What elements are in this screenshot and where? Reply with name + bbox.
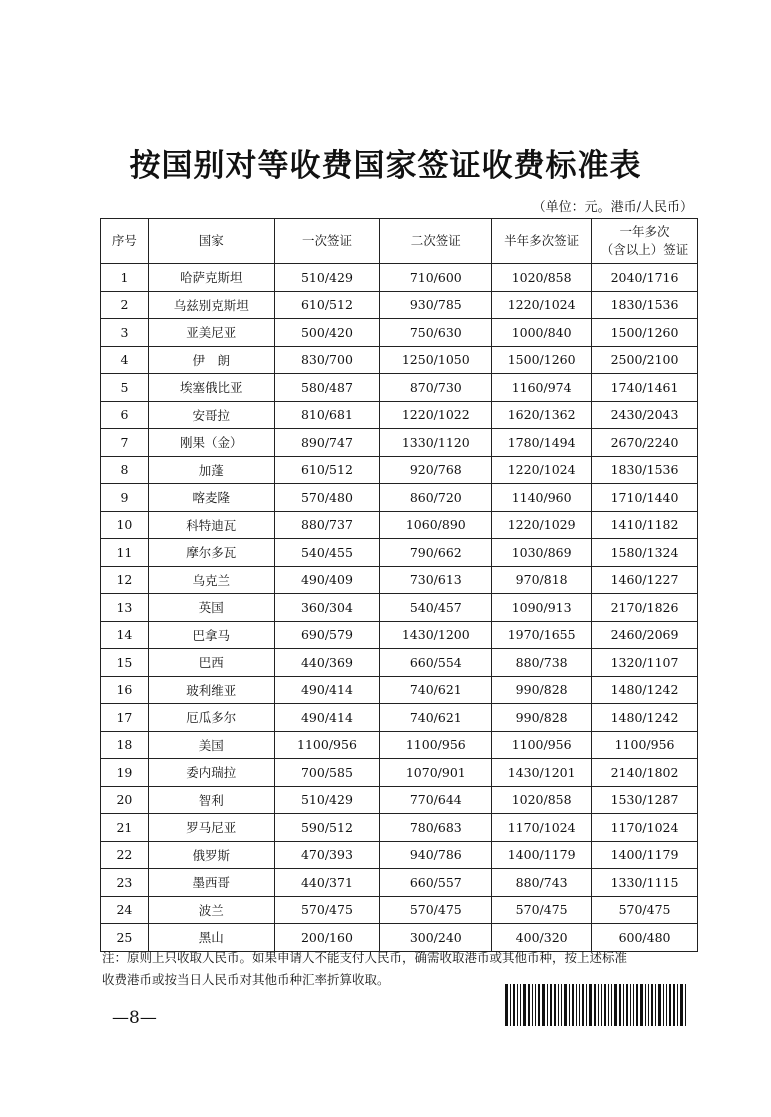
barcode-bar <box>564 984 567 1026</box>
unit-note: （单位：元。港币/人民币） <box>532 200 693 215</box>
cell-half-year-multiple: 400/320 <box>492 924 592 952</box>
table-row <box>101 264 698 292</box>
barcode-image <box>505 984 690 1026</box>
cell-single-entry: 440/371 <box>274 869 380 897</box>
cell-double-entry: 1220/1022 <box>380 401 492 429</box>
cell-no: 21 <box>101 814 149 842</box>
barcode-bar <box>586 984 587 1026</box>
cell-one-year-multiple: 1320/1107 <box>592 649 698 677</box>
cell-half-year-multiple: 1220/1024 <box>492 291 592 319</box>
cell-single-entry: 810/681 <box>274 401 380 429</box>
header-half-year-multiple: 半年多次签证 <box>492 219 592 264</box>
table-row <box>101 374 698 402</box>
cell-country: 安哥拉 <box>148 401 274 429</box>
cell-one-year-multiple: 1710/1440 <box>592 484 698 512</box>
barcode-bar <box>626 984 628 1026</box>
barcode-bar <box>608 984 609 1026</box>
cell-no: 1 <box>101 264 149 292</box>
cell-no: 3 <box>101 319 149 347</box>
cell-half-year-multiple: 1500/1260 <box>492 346 592 374</box>
table-header-row <box>101 219 698 264</box>
barcode-bar <box>651 984 653 1026</box>
cell-no: 24 <box>101 896 149 924</box>
barcode-bar <box>604 984 606 1026</box>
cell-one-year-multiple: 1830/1536 <box>592 291 698 319</box>
page-title: 按国别对等收费国家签证收费标准表 <box>129 148 642 184</box>
barcode-bar <box>561 984 562 1026</box>
cell-half-year-multiple: 1220/1029 <box>492 511 592 539</box>
table-row <box>101 484 698 512</box>
cell-single-entry: 830/700 <box>274 346 380 374</box>
barcode-bar <box>669 984 671 1026</box>
barcode-bar <box>517 984 518 1026</box>
cell-no: 22 <box>101 841 149 869</box>
cell-no: 9 <box>101 484 149 512</box>
barcode-bar <box>673 984 675 1026</box>
cell-no: 15 <box>101 649 149 677</box>
table-row <box>101 539 698 567</box>
cell-single-entry: 490/414 <box>274 676 380 704</box>
table-row <box>101 814 698 842</box>
cell-country: 加蓬 <box>148 456 274 484</box>
cell-no: 20 <box>101 786 149 814</box>
cell-country: 厄瓜多尔 <box>148 704 274 732</box>
barcode-bar <box>601 984 602 1026</box>
barcode-bar <box>505 984 508 1026</box>
cell-country: 亚美尼亚 <box>148 319 274 347</box>
table-row <box>101 759 698 787</box>
cell-country: 乌兹别克斯坦 <box>148 291 274 319</box>
cell-half-year-multiple: 1430/1201 <box>492 759 592 787</box>
cell-no: 12 <box>101 566 149 594</box>
cell-single-entry: 590/512 <box>274 814 380 842</box>
cell-country: 委内瑞拉 <box>148 759 274 787</box>
barcode-bar <box>535 984 536 1026</box>
barcode-bar <box>633 984 634 1026</box>
header-one-year-multiple <box>592 219 698 264</box>
cell-no: 11 <box>101 539 149 567</box>
cell-single-entry: 570/480 <box>274 484 380 512</box>
cell-one-year-multiple: 570/475 <box>592 896 698 924</box>
cell-double-entry: 1070/901 <box>380 759 492 787</box>
table-row <box>101 869 698 897</box>
table-row <box>101 621 698 649</box>
cell-one-year-multiple: 1480/1242 <box>592 704 698 732</box>
cell-double-entry: 710/600 <box>380 264 492 292</box>
barcode-bar <box>648 984 649 1026</box>
cell-double-entry: 660/557 <box>380 869 492 897</box>
cell-no: 13 <box>101 594 149 622</box>
table-row <box>101 401 698 429</box>
cell-country: 巴拿马 <box>148 621 274 649</box>
footnote-line-2: 收费港币或按当日人民币对其他币种汇率折算收取。 <box>102 972 390 987</box>
cell-no: 5 <box>101 374 149 402</box>
cell-no: 10 <box>101 511 149 539</box>
barcode-bar <box>619 984 621 1026</box>
cell-half-year-multiple: 990/828 <box>492 704 592 732</box>
cell-single-entry: 880/737 <box>274 511 380 539</box>
header-double-entry: 二次签证 <box>380 219 492 264</box>
cell-no: 19 <box>101 759 149 787</box>
cell-single-entry: 200/160 <box>274 924 380 952</box>
cell-double-entry: 770/644 <box>380 786 492 814</box>
cell-one-year-multiple: 1400/1179 <box>592 841 698 869</box>
barcode-bar <box>523 984 526 1026</box>
cell-country: 英国 <box>148 594 274 622</box>
cell-no: 7 <box>101 429 149 457</box>
cell-one-year-multiple: 2670/2240 <box>592 429 698 457</box>
cell-single-entry: 610/512 <box>274 456 380 484</box>
barcode-bar <box>579 984 580 1026</box>
cell-half-year-multiple: 1780/1494 <box>492 429 592 457</box>
barcode-bar <box>542 984 545 1026</box>
cell-one-year-multiple: 2140/1802 <box>592 759 698 787</box>
cell-double-entry: 790/662 <box>380 539 492 567</box>
barcode-bar <box>547 984 548 1026</box>
cell-double-entry: 740/621 <box>380 676 492 704</box>
table-row <box>101 456 698 484</box>
cell-half-year-multiple: 1030/869 <box>492 539 592 567</box>
cell-double-entry: 1100/956 <box>380 731 492 759</box>
cell-half-year-multiple: 1220/1024 <box>492 456 592 484</box>
table-row <box>101 841 698 869</box>
header-one-year-line2: （含以上）签证 <box>600 242 689 257</box>
cell-country: 俄罗斯 <box>148 841 274 869</box>
cell-single-entry: 570/475 <box>274 896 380 924</box>
barcode-bar <box>630 984 631 1026</box>
cell-single-entry: 700/585 <box>274 759 380 787</box>
cell-no: 6 <box>101 401 149 429</box>
cell-one-year-multiple: 1530/1287 <box>592 786 698 814</box>
table-body <box>101 264 698 952</box>
barcode-bar <box>582 984 584 1026</box>
cell-single-entry: 890/747 <box>274 429 380 457</box>
cell-double-entry: 750/630 <box>380 319 492 347</box>
cell-half-year-multiple: 1970/1655 <box>492 621 592 649</box>
cell-country: 哈萨克斯坦 <box>148 264 274 292</box>
cell-double-entry: 870/730 <box>380 374 492 402</box>
cell-double-entry: 1430/1200 <box>380 621 492 649</box>
table-row <box>101 786 698 814</box>
cell-no: 2 <box>101 291 149 319</box>
barcode-bar <box>558 984 559 1026</box>
barcode-bar <box>550 984 552 1026</box>
barcode-bar <box>589 984 592 1026</box>
cell-single-entry: 690/579 <box>274 621 380 649</box>
cell-one-year-multiple: 1740/1461 <box>592 374 698 402</box>
header-single-entry: 一次签证 <box>274 219 380 264</box>
cell-one-year-multiple: 1170/1024 <box>592 814 698 842</box>
cell-half-year-multiple: 1090/913 <box>492 594 592 622</box>
cell-country: 摩尔多瓦 <box>148 539 274 567</box>
cell-country: 伊 朗 <box>148 346 274 374</box>
cell-country: 科特迪瓦 <box>148 511 274 539</box>
cell-single-entry: 580/487 <box>274 374 380 402</box>
cell-double-entry: 780/683 <box>380 814 492 842</box>
cell-half-year-multiple: 1620/1362 <box>492 401 592 429</box>
cell-half-year-multiple: 1160/974 <box>492 374 592 402</box>
cell-single-entry: 510/429 <box>274 786 380 814</box>
cell-half-year-multiple: 880/738 <box>492 649 592 677</box>
cell-country: 波兰 <box>148 896 274 924</box>
barcode-bar <box>576 984 577 1026</box>
table-row <box>101 429 698 457</box>
cell-country: 刚果（金） <box>148 429 274 457</box>
cell-no: 18 <box>101 731 149 759</box>
cell-single-entry: 440/369 <box>274 649 380 677</box>
cell-half-year-multiple: 1020/858 <box>492 264 592 292</box>
table-row <box>101 566 698 594</box>
barcode-bar <box>538 984 540 1026</box>
barcode-bar <box>663 984 664 1026</box>
barcode-bar <box>614 984 617 1026</box>
cell-single-entry: 470/393 <box>274 841 380 869</box>
cell-no: 23 <box>101 869 149 897</box>
barcode-bar <box>520 984 521 1026</box>
cell-half-year-multiple: 1100/956 <box>492 731 592 759</box>
cell-double-entry: 730/613 <box>380 566 492 594</box>
table-row <box>101 676 698 704</box>
cell-country: 巴西 <box>148 649 274 677</box>
cell-country: 喀麦隆 <box>148 484 274 512</box>
cell-half-year-multiple: 1020/858 <box>492 786 592 814</box>
table-row <box>101 896 698 924</box>
cell-country: 墨西哥 <box>148 869 274 897</box>
cell-half-year-multiple: 990/828 <box>492 676 592 704</box>
barcode-bar <box>636 984 638 1026</box>
cell-no: 4 <box>101 346 149 374</box>
cell-one-year-multiple: 2040/1716 <box>592 264 698 292</box>
cell-double-entry: 660/554 <box>380 649 492 677</box>
barcode-bar <box>572 984 574 1026</box>
barcode-bar <box>677 984 678 1026</box>
cell-double-entry: 930/785 <box>380 291 492 319</box>
table-row <box>101 731 698 759</box>
cell-one-year-multiple: 2170/1826 <box>592 594 698 622</box>
barcode-bar <box>640 984 643 1026</box>
cell-one-year-multiple: 1410/1182 <box>592 511 698 539</box>
cell-half-year-multiple: 1000/840 <box>492 319 592 347</box>
cell-single-entry: 610/512 <box>274 291 380 319</box>
footnote-line-1: 注：原则上只收取人民币。如果申请人不能支付人民币，确需收取港币或其他币种，按上述标准 <box>102 950 628 965</box>
cell-double-entry: 920/768 <box>380 456 492 484</box>
header-no: 序号 <box>101 219 149 264</box>
table-row <box>101 346 698 374</box>
barcode-bar <box>623 984 624 1026</box>
cell-double-entry: 1250/1050 <box>380 346 492 374</box>
cell-one-year-multiple: 2430/2043 <box>592 401 698 429</box>
cell-single-entry: 360/304 <box>274 594 380 622</box>
cell-one-year-multiple: 1330/1115 <box>592 869 698 897</box>
cell-double-entry: 300/240 <box>380 924 492 952</box>
barcode-bar <box>594 984 596 1026</box>
cell-double-entry: 940/786 <box>380 841 492 869</box>
page-number: —8— <box>112 1008 157 1028</box>
cell-country: 黑山 <box>148 924 274 952</box>
cell-no: 17 <box>101 704 149 732</box>
barcode-bar <box>513 984 515 1026</box>
cell-no: 14 <box>101 621 149 649</box>
cell-double-entry: 1060/890 <box>380 511 492 539</box>
cell-country: 埃塞俄比亚 <box>148 374 274 402</box>
table-row <box>101 704 698 732</box>
table-row <box>101 594 698 622</box>
cell-one-year-multiple: 1100/956 <box>592 731 698 759</box>
table-row <box>101 511 698 539</box>
cell-country: 智利 <box>148 786 274 814</box>
barcode-bar <box>658 984 661 1026</box>
cell-one-year-multiple: 2500/2100 <box>592 346 698 374</box>
cell-half-year-multiple: 570/475 <box>492 896 592 924</box>
cell-no: 16 <box>101 676 149 704</box>
cell-one-year-multiple: 2460/2069 <box>592 621 698 649</box>
cell-half-year-multiple: 1140/960 <box>492 484 592 512</box>
cell-double-entry: 540/457 <box>380 594 492 622</box>
cell-half-year-multiple: 1400/1179 <box>492 841 592 869</box>
cell-no: 8 <box>101 456 149 484</box>
cell-country: 罗马尼亚 <box>148 814 274 842</box>
cell-double-entry: 740/621 <box>380 704 492 732</box>
cell-double-entry: 1330/1120 <box>380 429 492 457</box>
cell-single-entry: 510/429 <box>274 264 380 292</box>
header-one-year-line1: 一年多次 <box>619 224 670 239</box>
cell-single-entry: 1100/956 <box>274 731 380 759</box>
barcode-bar <box>655 984 656 1026</box>
cell-one-year-multiple: 1460/1227 <box>592 566 698 594</box>
barcode-bar <box>554 984 556 1026</box>
cell-half-year-multiple: 1170/1024 <box>492 814 592 842</box>
cell-one-year-multiple: 600/480 <box>592 924 698 952</box>
barcode-bar <box>532 984 533 1026</box>
barcode-bar <box>611 984 612 1026</box>
cell-single-entry: 490/409 <box>274 566 380 594</box>
cell-single-entry: 490/414 <box>274 704 380 732</box>
header-country: 国家 <box>148 219 274 264</box>
barcode-bar <box>528 984 530 1026</box>
barcode-bar <box>685 984 686 1026</box>
barcode-bar <box>645 984 646 1026</box>
cell-one-year-multiple: 1480/1242 <box>592 676 698 704</box>
cell-no: 25 <box>101 924 149 952</box>
barcode-bar <box>569 984 570 1026</box>
cell-half-year-multiple: 970/818 <box>492 566 592 594</box>
cell-single-entry: 500/420 <box>274 319 380 347</box>
barcode-bar <box>680 984 683 1026</box>
barcode-bar <box>598 984 599 1026</box>
cell-country: 乌克兰 <box>148 566 274 594</box>
table-row <box>101 291 698 319</box>
cell-one-year-multiple: 1830/1536 <box>592 456 698 484</box>
cell-one-year-multiple: 1580/1324 <box>592 539 698 567</box>
cell-one-year-multiple: 1500/1260 <box>592 319 698 347</box>
table-row <box>101 649 698 677</box>
table-row <box>101 319 698 347</box>
cell-single-entry: 540/455 <box>274 539 380 567</box>
cell-country: 美国 <box>148 731 274 759</box>
barcode-bar <box>510 984 511 1026</box>
visa-fee-table <box>100 218 698 952</box>
cell-country: 玻利维亚 <box>148 676 274 704</box>
barcode-bar <box>666 984 667 1026</box>
cell-double-entry: 570/475 <box>380 896 492 924</box>
cell-half-year-multiple: 880/743 <box>492 869 592 897</box>
cell-double-entry: 860/720 <box>380 484 492 512</box>
